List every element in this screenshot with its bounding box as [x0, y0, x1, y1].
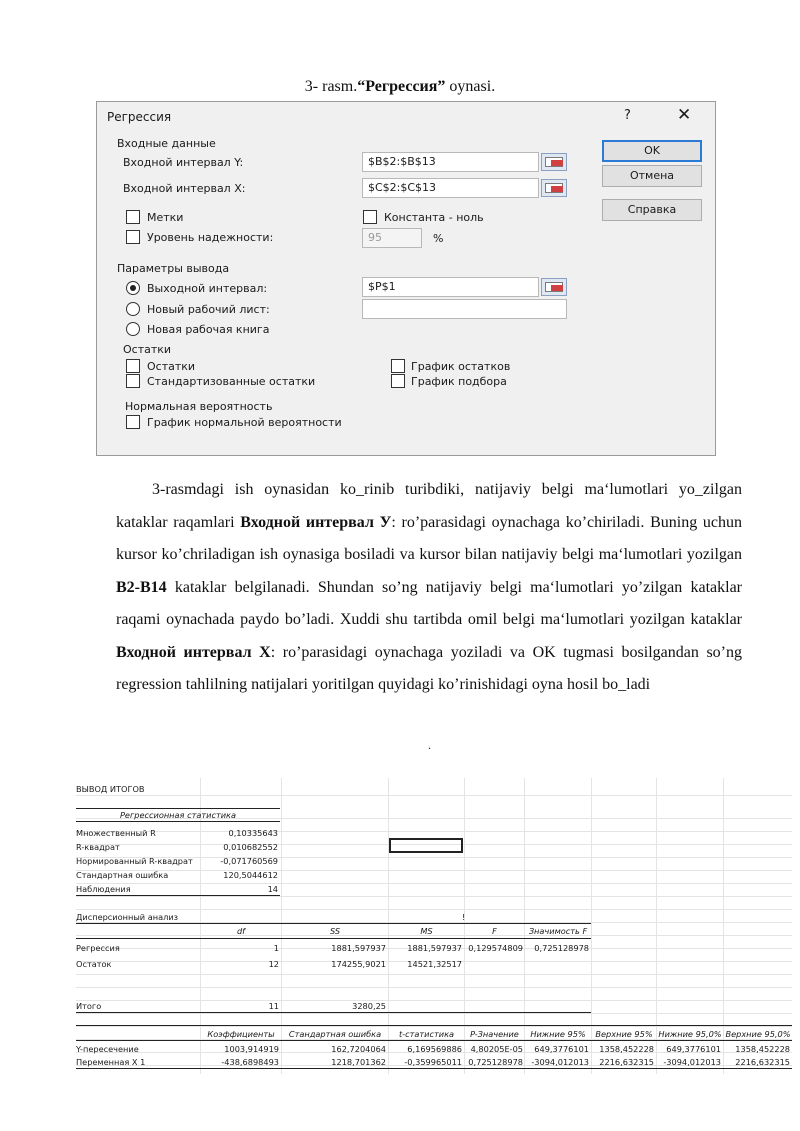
coef-header: Коэффициенты: [207, 1029, 275, 1039]
anova-header: SS: [329, 926, 341, 936]
ok-button[interactable]: OK: [602, 140, 702, 162]
reg-stat-value: 120,5044612: [223, 870, 278, 880]
coef-header: Нижние 95,0%: [658, 1029, 722, 1039]
input-x-field[interactable]: $C$2:$C$13: [362, 178, 539, 198]
constant-zero-label: Константа - ноль: [384, 211, 484, 224]
residuals-label: Остатки: [147, 360, 196, 373]
coef-cell: 1358,452228: [599, 1044, 654, 1054]
reg-stat-value: 0,010682552: [223, 842, 278, 852]
labels-checkbox[interactable]: [126, 210, 140, 224]
coef-row-label: Переменная X 1: [76, 1057, 146, 1067]
anova-header: Значимость F: [528, 926, 588, 936]
normal-group-label: Нормальная вероятность: [125, 400, 273, 413]
coef-cell: 2216,632315: [599, 1057, 654, 1067]
coef-cell: 6,169569886: [407, 1044, 462, 1054]
input-y-collapse-button[interactable]: [541, 153, 567, 171]
coef-header: Нижние 95%: [530, 1029, 586, 1039]
fit-plot-label: График подбора: [411, 375, 507, 388]
anova-cell: 1881,597937: [407, 943, 462, 953]
anova-row-label: Остаток: [76, 959, 112, 969]
para-text-1: 3-rasmdagi ish oynasidan ko_rinib turibdiki, natijaviy belgi ma‘lumotlari yo_zilgan kataklar raqamlari: [116, 481, 742, 531]
coef-header: P-Значение: [470, 1029, 519, 1039]
input-x-collapse-button[interactable]: [541, 179, 567, 197]
help-button[interactable]: Справка: [602, 199, 702, 221]
coef-cell: 162,7204064: [331, 1044, 386, 1054]
confidence-checkbox[interactable]: [126, 230, 140, 244]
residuals-checkbox[interactable]: [126, 359, 140, 373]
coef-cell: 1218,701362: [331, 1057, 386, 1067]
reg-stats-header: Регрессионная статистика: [119, 810, 237, 820]
coef-cell: 4,80205E-05: [470, 1044, 523, 1054]
anova-cell: 11: [268, 1001, 279, 1011]
caption-prefix: 3- rasm.: [304, 78, 358, 95]
para-text-2: : ro’parasidagi oynachaga ko’chiriladi. Buning uchun kursor ko’chriladigan ish oynasiga bosiladi va kursor bilan natijaviy belgi ma‘lumotlari yozilgan: [116, 513, 742, 563]
anova-title: Дисперсионный анализ: [76, 912, 179, 922]
output-range-radio[interactable]: [126, 281, 140, 295]
anova-cell: 14521,32517: [407, 959, 462, 969]
constant-zero-checkbox[interactable]: [363, 210, 377, 224]
new-sheet-label: Новый рабочий лист:: [147, 303, 270, 316]
cancel-button[interactable]: Отмена: [602, 165, 702, 187]
regression-output-sheet: [76, 778, 792, 1074]
selected-cell[interactable]: [389, 838, 463, 853]
confidence-field[interactable]: 95: [362, 228, 422, 248]
coef-cell: -438,6898493: [221, 1057, 279, 1067]
fit-plot-checkbox[interactable]: [391, 374, 405, 388]
anova-cell: 0,725128978: [534, 943, 589, 953]
caption-suffix: oynasi.: [445, 78, 496, 95]
output-range-field[interactable]: $P$1: [362, 277, 539, 297]
output-range-collapse-button[interactable]: [541, 278, 567, 296]
para-bold-2: B2-B14: [116, 578, 167, 596]
input-y-field[interactable]: $B$2:$B$13: [362, 152, 539, 172]
coef-cell: -0,359965011: [404, 1057, 462, 1067]
para-text-4: : ro’parasidagi oynachaga yoziladi va OK tugmasi bosilgandan so’ng regression tahlilning natijalari yoritilgan quyidagi ko’rinishidagi oyna hosil bo_ladi: [116, 643, 743, 693]
std-residuals-label: Стандартизованные остатки: [147, 375, 316, 388]
reg-stat-label: Наблюдения: [76, 884, 131, 894]
close-icon[interactable]: ✕: [677, 105, 692, 125]
coef-cell: -3094,012013: [531, 1057, 589, 1067]
anova-header: df: [236, 926, 246, 936]
dialog-title: Регрессия: [107, 110, 172, 124]
new-book-radio[interactable]: [126, 322, 140, 336]
new-sheet-radio[interactable]: [126, 302, 140, 316]
coef-cell: 0,725128978: [468, 1057, 523, 1067]
coef-header: Стандартная ошибка: [288, 1029, 382, 1039]
anova-cell: 1: [273, 943, 279, 953]
figure-caption: [0, 78, 800, 96]
para-text-3: kataklar belgilanadi. Shundan so’ng natijaviy belgi ma‘lumotlari yo’zilgan kataklar raqami oynachada paydo bo’ladi. Xuddi shu tartibda omil belgi ma‘lumotlari yozilgan kataklar: [116, 578, 742, 628]
sheet-title: ВЫВОД ИТОГОВ: [76, 784, 145, 794]
confidence-label: Уровень надежности:: [147, 231, 274, 244]
input-y-label: Входной интервал Y:: [123, 156, 244, 169]
normal-plot-checkbox[interactable]: [126, 415, 140, 429]
anova-row-label: Регрессия: [76, 943, 120, 953]
anova-row-label: Итого: [76, 1001, 102, 1011]
anova-header: MS: [420, 926, 433, 936]
anova-cell: 174255,9021: [331, 959, 386, 969]
normal-plot-label: График нормальной вероятности: [147, 416, 342, 429]
output-range-label: Выходной интервал:: [147, 282, 268, 295]
reg-stat-value: 0,10335643: [228, 828, 278, 838]
input-x-label: Входной интервал X:: [123, 182, 246, 195]
reg-stat-value: 14: [267, 884, 278, 894]
coef-cell: 2216,632315: [735, 1057, 790, 1067]
anova-cell: 1881,597937: [331, 943, 386, 953]
output-group-label: Параметры вывода: [117, 262, 230, 275]
coef-cell: 1003,914919: [224, 1044, 279, 1054]
coef-header: Верхние 95,0%: [725, 1029, 791, 1039]
std-residuals-checkbox[interactable]: [126, 374, 140, 388]
coef-cell: -3094,012013: [663, 1057, 721, 1067]
coef-row-label: Y-пересечение: [76, 1044, 139, 1054]
reg-stat-label: Нормированный R-квадрат: [76, 856, 193, 866]
reg-stat-label: R-квадрат: [76, 842, 120, 852]
new-book-label: Новая рабочая книга: [147, 323, 270, 336]
percent-label: %: [433, 232, 444, 245]
coef-header: t-статистика: [398, 1029, 455, 1039]
explanation-paragraph: [116, 474, 742, 702]
para-bold-3: Входной интервал X: [116, 643, 271, 661]
coef-header: Верхние 95%: [595, 1029, 653, 1039]
anova-cell: 3280,25: [352, 1001, 386, 1011]
reg-stat-value: -0,071760569: [220, 856, 278, 866]
stray-mark: !: [462, 912, 466, 922]
residuals-group-label: Остатки: [123, 343, 172, 356]
residual-plot-checkbox[interactable]: [391, 359, 405, 373]
caption-bold: “Регрессия”: [357, 78, 446, 95]
input-group-label: Входные данные: [117, 137, 216, 150]
reg-stat-label: Стандартная ошибка: [76, 870, 169, 880]
coef-cell: 649,3776101: [534, 1044, 589, 1054]
residual-plot-label: График остатков: [411, 360, 511, 373]
regression-dialog: [96, 101, 716, 456]
para-bold-1: Входной интервал У: [240, 513, 392, 531]
reg-stat-label: Множественный R: [76, 828, 156, 838]
anova-cell: 12: [268, 959, 279, 969]
coef-cell: 649,3776101: [666, 1044, 721, 1054]
new-sheet-field[interactable]: [362, 299, 567, 319]
coef-cell: 1358,452228: [735, 1044, 790, 1054]
anova-header: F: [492, 926, 497, 936]
labels-checkbox-label: Метки: [147, 211, 184, 224]
help-icon[interactable]: ?: [624, 108, 631, 123]
para-dot: .: [428, 738, 431, 752]
anova-cell: 0,129574809: [468, 943, 523, 953]
